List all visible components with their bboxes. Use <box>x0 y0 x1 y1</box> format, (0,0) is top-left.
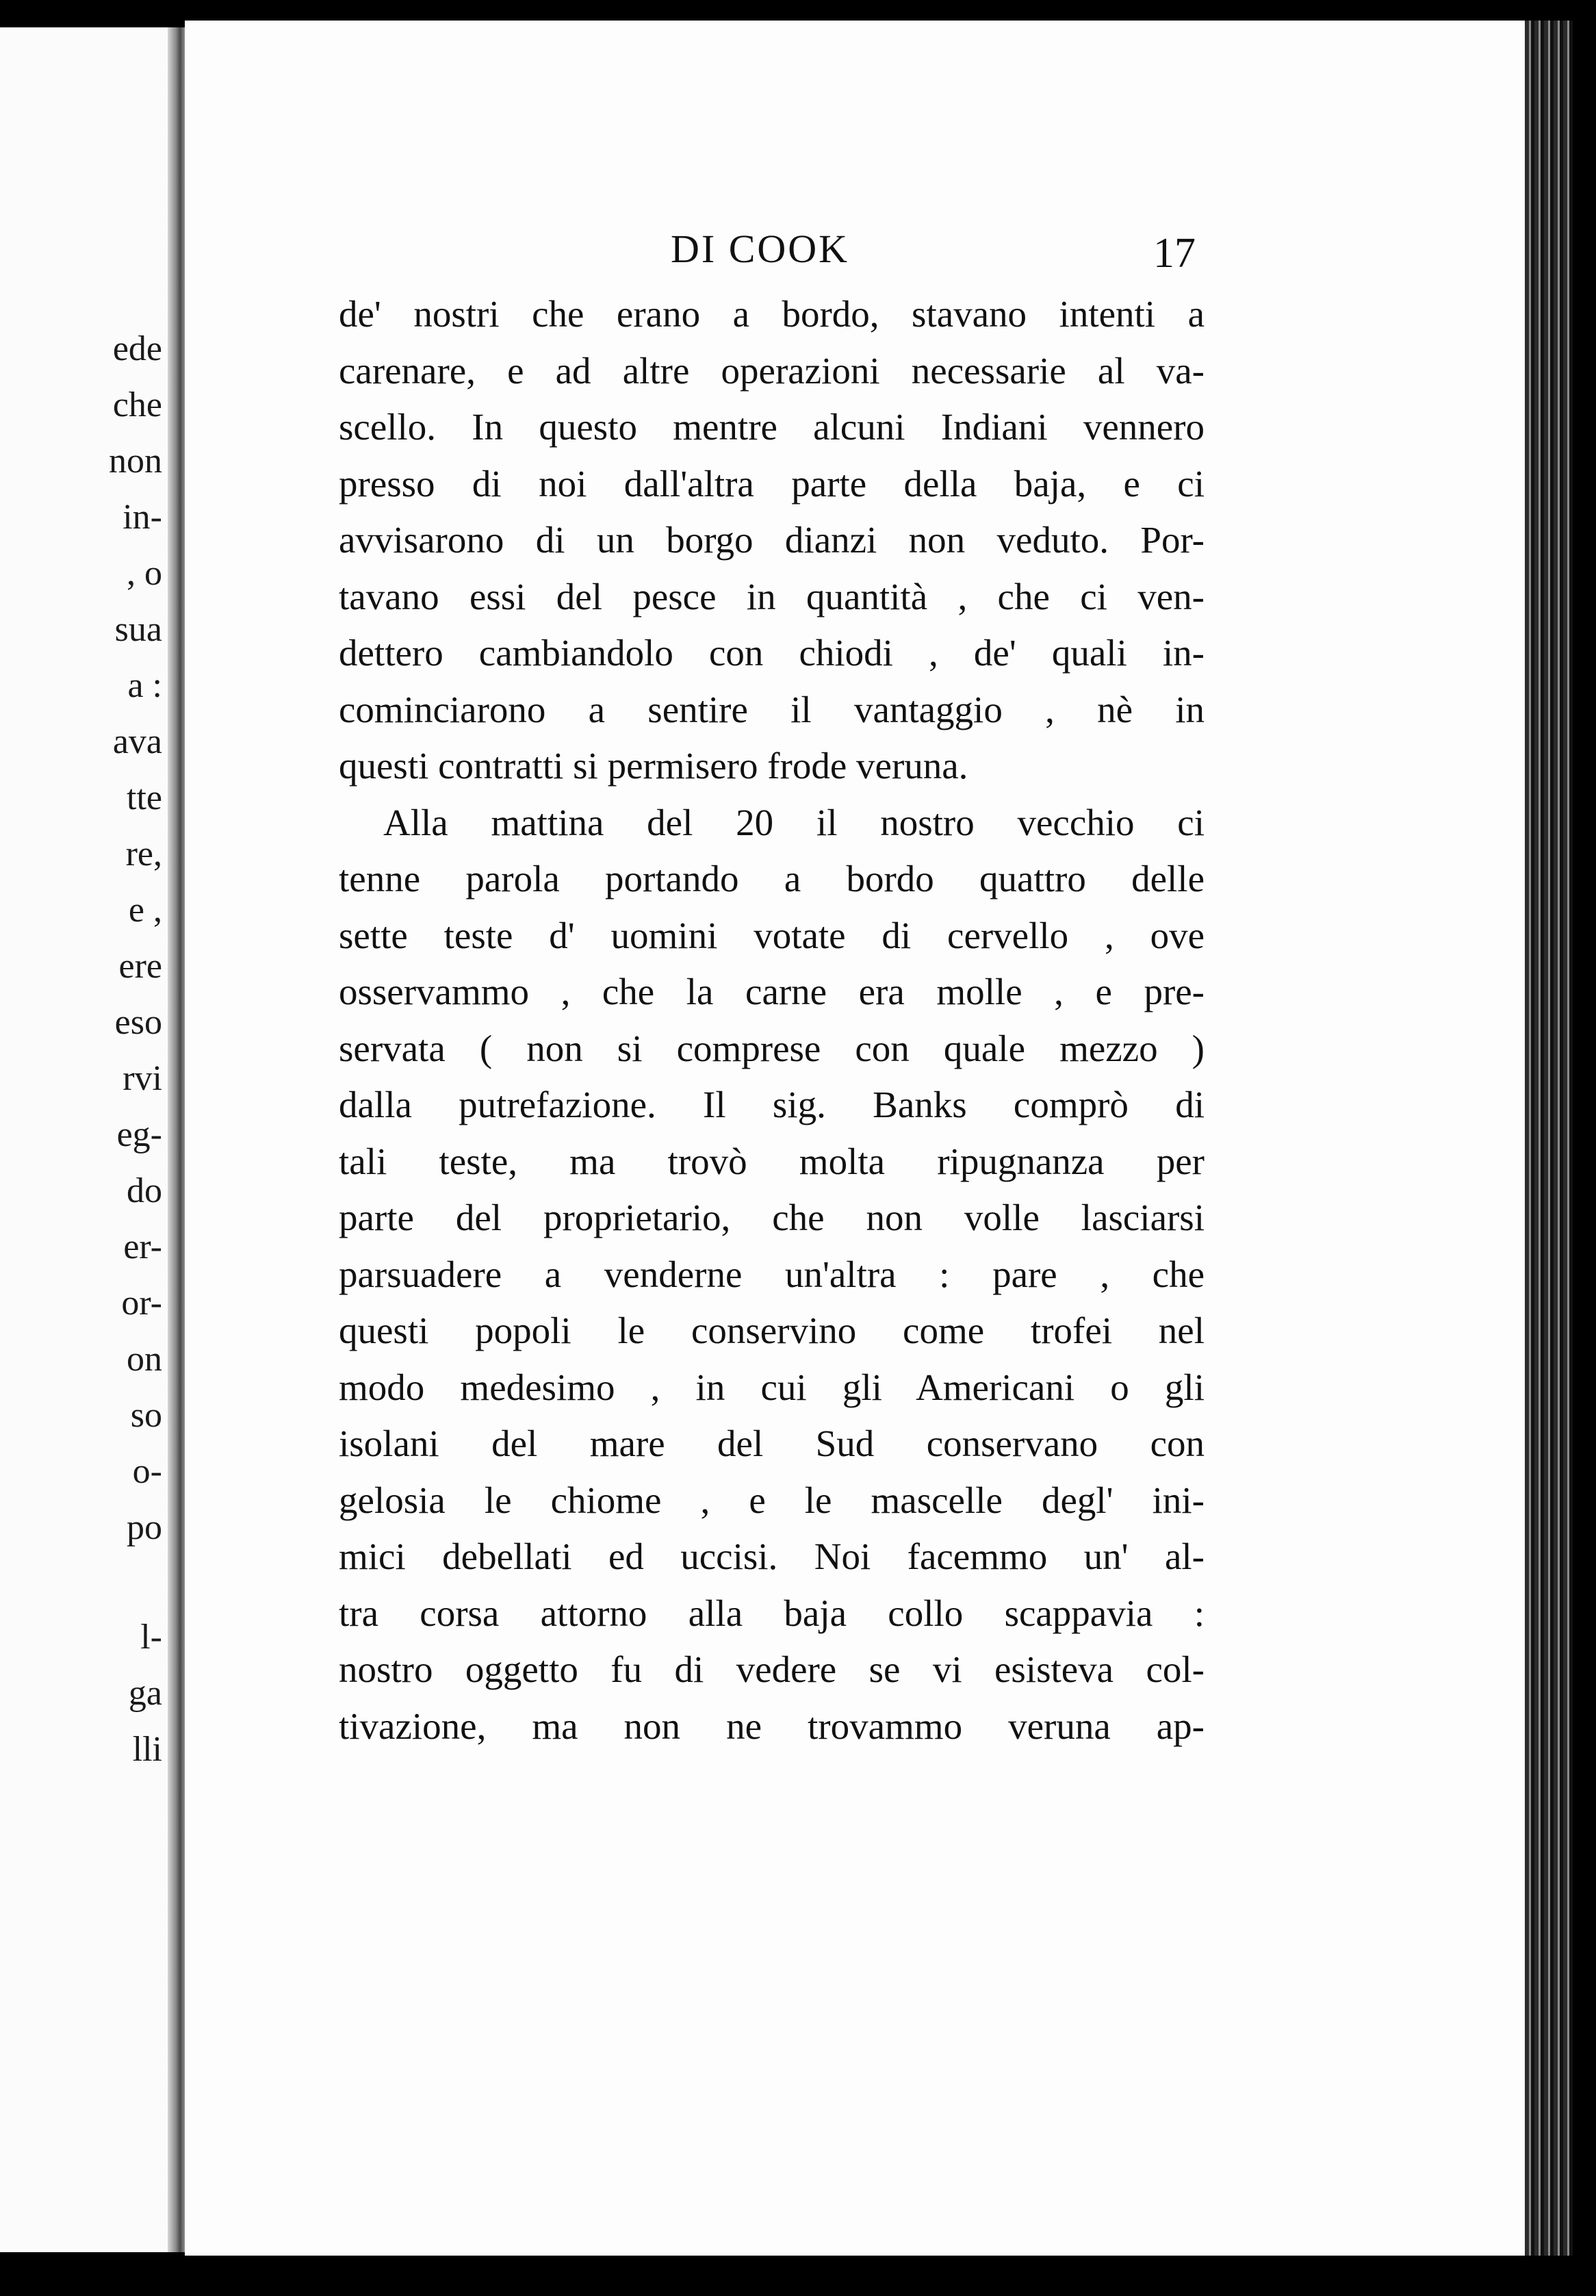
left-page-fragment: ere <box>118 947 162 986</box>
text-line: dettero cambiandolo con chiodi , de' quali in- <box>339 632 1205 674</box>
left-page-fragment: eso <box>114 1003 162 1042</box>
left-page-fragment: re, <box>125 834 162 873</box>
left-page-fragment: rvi <box>123 1059 162 1098</box>
text-line: questi contratti si permisero frode veruna. <box>339 745 968 787</box>
text-line: presso di noi dall'altra parte della baja, e ci <box>339 462 1205 505</box>
text-line: parte del proprietario, che non volle lasciarsi <box>339 1197 1205 1238</box>
text-line: questi popoli le conservino come trofei nel <box>339 1310 1205 1351</box>
left-page-fragment: l- <box>140 1618 162 1657</box>
text-line: servata ( non si comprese con quale mezzo ) <box>339 1027 1205 1069</box>
text-line: dalla putrefazione. Il sig. Banks comprò di <box>339 1084 1205 1125</box>
text-line: mici debellati ed uccisi. Noi facemmo un' al- <box>339 1535 1205 1577</box>
left-page-fragment: eg- <box>116 1115 162 1154</box>
body-text <box>339 286 1205 1755</box>
left-page-fragment: tte <box>127 778 162 817</box>
text-line: modo medesimo , in cui gli Americani o gli <box>339 1366 1205 1408</box>
text-line: isolani del mare del Sud conservano con <box>339 1423 1205 1464</box>
text-line: cominciarono a sentire il vantaggio , nè in <box>339 688 1205 730</box>
left-page-fragment: in- <box>123 498 162 537</box>
left-page-fragment: lli <box>132 1730 162 1769</box>
left-page-fragment: , o <box>127 554 162 593</box>
left-page-fragment: ga <box>128 1674 162 1713</box>
text-line: scello. In questo mentre alcuni Indiani vennero <box>339 406 1205 448</box>
text-line: tra corsa attorno alla baja collo scappavia : <box>339 1592 1205 1634</box>
left-page-fragment: so <box>130 1396 162 1435</box>
left-page-fragment: do <box>127 1171 162 1210</box>
left-page-fragment: e , <box>128 891 162 930</box>
left-page-fragment: on <box>127 1340 162 1379</box>
left-page <box>0 27 175 2252</box>
text-line: de' nostri che erano a bordo, stavano intenti a <box>339 293 1205 335</box>
text-line: parsuadere a venderne un'altra : pare , che <box>339 1253 1205 1295</box>
text-line: tali teste, ma trovò molta ripugnanza per <box>339 1140 1205 1182</box>
left-page-fragment: ava <box>112 722 162 761</box>
text-line: sette teste d' uomini votate di cervello , ove <box>339 914 1205 956</box>
text-line: tenne parola portando a bordo quattro delle <box>339 858 1205 900</box>
left-page-fragment: er- <box>123 1227 162 1266</box>
text-line: nostro oggetto fu di vedere se vi esisteva col- <box>339 1648 1205 1690</box>
left-page-fragment: or- <box>121 1284 162 1323</box>
left-page-fragment: che <box>112 385 162 424</box>
text-line: tivazione, ma non ne trovammo veruna ap- <box>339 1705 1205 1747</box>
text-line: carenare, e ad altre operazioni necessarie al va- <box>339 349 1205 392</box>
text-line: osservammo , che la carne era molle , e pre- <box>339 971 1205 1012</box>
left-page-fragment: sua <box>114 610 162 649</box>
running-head: DI COOK <box>671 227 850 271</box>
left-page-fragment: non <box>109 442 162 481</box>
left-page-fragment: po <box>127 1508 162 1547</box>
left-page-fragment: a : <box>127 666 162 705</box>
page-number: 17 <box>1153 230 1196 277</box>
text-line: gelosia le chiome , e le mascelle degl' ini- <box>339 1479 1205 1521</box>
page-edge <box>1525 21 1573 2256</box>
text-line: avvisarono di un borgo dianzi non veduto. Por- <box>339 519 1205 561</box>
left-page-fragment: o- <box>132 1452 162 1491</box>
text-line: tavano essi del pesce in quantità , che ci ven- <box>339 575 1205 617</box>
paragraph-start-line: Alla mattina del 20 il nostro vecchio ci <box>383 801 1205 843</box>
left-page-fragment: ede <box>112 329 162 368</box>
